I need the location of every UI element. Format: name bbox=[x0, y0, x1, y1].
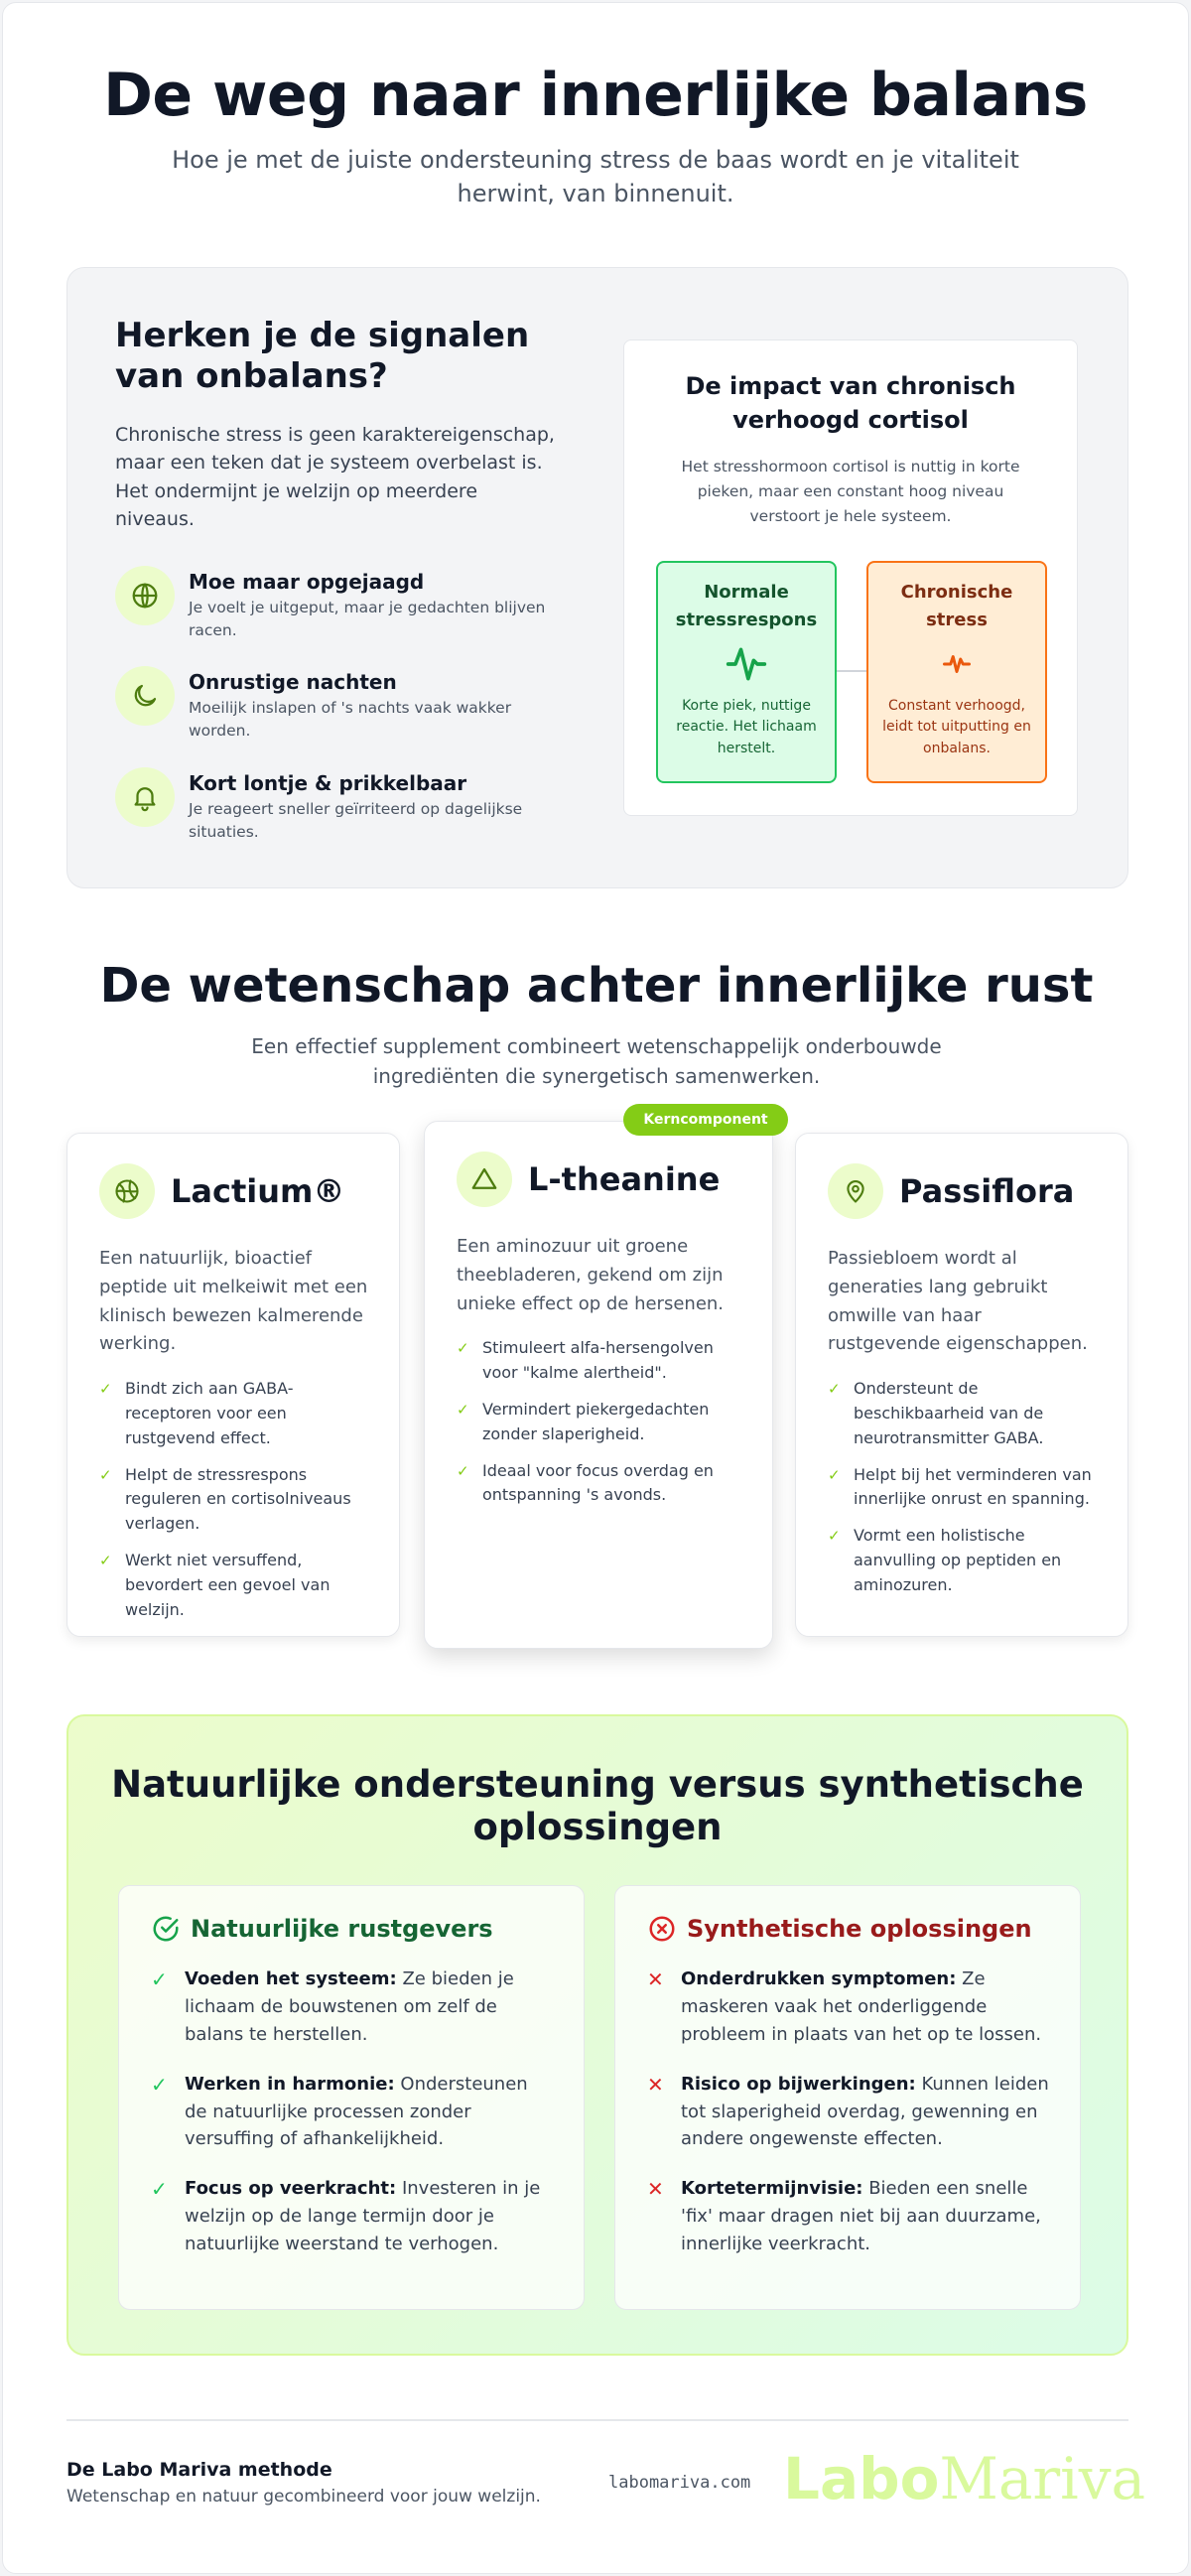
ingredient-points bbox=[828, 1377, 1102, 1597]
footer-subtitle: Wetenschap en natuur gecombineerd voor jouw welzijn. bbox=[66, 2487, 541, 2507]
signal-desc: Moeilijk inslapen of 's nachts vaak wakker worden. bbox=[189, 699, 512, 741]
ingredient-title: Passiflora bbox=[899, 1172, 1075, 1210]
signals-intro: Chronische stress is geen karaktereigenschap, maar een teken dat je systeem overbelast is. Het ondermijnt je welzijn op meerdere niveaus. bbox=[115, 423, 555, 531]
ingredient-points bbox=[99, 1377, 373, 1622]
normal-stress-title: Normale stressrespons bbox=[675, 582, 818, 630]
moon-icon bbox=[115, 666, 175, 726]
check-icon: ✓ bbox=[457, 1461, 469, 1480]
list-item: ✕ Kortetermijnvisie: Bieden een snelle 'fix' maar dragen niet bij aan duurzame, innerlijke veerkracht. bbox=[647, 2175, 1050, 2258]
list-item: ✕ Onderdrukken symptomen: Ze maskeren vaak het onderliggende probleem in plaats van het op te lossen. bbox=[647, 1966, 1050, 2049]
bell-icon bbox=[115, 767, 175, 827]
signals-section bbox=[66, 267, 1128, 888]
cortisol-title: De impact van chronisch verhoogd cortisol bbox=[685, 372, 1016, 434]
list-item: ✓ Stimuleert alfa-hersengolven voor "kalme alertheid". bbox=[457, 1336, 746, 1386]
synthetic-column bbox=[614, 1885, 1081, 2310]
signals-list bbox=[115, 570, 562, 845]
check-icon: ✓ bbox=[99, 1380, 112, 1399]
check-icon: ✓ bbox=[151, 2072, 168, 2097]
signal-item bbox=[115, 771, 562, 845]
ball-icon bbox=[99, 1163, 155, 1219]
ingredient-desc: Een aminozuur uit groene theebladeren, gekend om zijn unieke effect op de hersenen. bbox=[457, 1236, 725, 1314]
check-icon: ✓ bbox=[99, 1551, 112, 1569]
list-item: ✓ Focus op veerkracht: Investeren in je welzijn op de lange termijn door je natuurlijke weerstand te verhogen. bbox=[151, 2175, 554, 2258]
list-item: ✕ Risico op bijwerkingen: Kunnen leiden tot slaperigheid overdag, gewenning en andere ongewenste effecten. bbox=[647, 2071, 1050, 2154]
signals-left bbox=[115, 316, 562, 872]
x-icon: ✕ bbox=[647, 1967, 664, 1991]
cortisol-card bbox=[623, 339, 1078, 816]
check-icon: ✓ bbox=[828, 1527, 841, 1546]
pulse-icon bbox=[878, 636, 1035, 692]
cortisol-comparison bbox=[656, 561, 1047, 783]
check-icon: ✓ bbox=[457, 1339, 469, 1358]
list-item: ✓ Ondersteunt de beschikbaarheid van de neurotransmitter GABA. bbox=[828, 1377, 1102, 1450]
map-pin-icon bbox=[828, 1163, 883, 1219]
comparison-title: Natuurlijke ondersteuning versus synthetische oplossingen bbox=[111, 1763, 1084, 1848]
list-item: ✓ Helpt bij het verminderen van innerlijke onrust en spanning. bbox=[828, 1463, 1102, 1513]
ingredient-points bbox=[457, 1336, 746, 1508]
normal-stress-box bbox=[656, 561, 837, 783]
check-icon: ✓ bbox=[151, 2177, 168, 2202]
comparison-section bbox=[66, 1714, 1128, 2356]
signal-desc: Je voelt je uitgeput, maar je gedachten blijven racen. bbox=[189, 598, 546, 639]
brand-logo bbox=[783, 2445, 1145, 2512]
list-item: ✓ Bindt zich aan GABA-receptoren voor een rustgevend effect. bbox=[99, 1377, 373, 1450]
science-subtitle: Een effectief supplement combineert wetenschappelijk onderbouwde ingrediënten die synergetisch samenwerken. bbox=[251, 1034, 942, 1088]
list-item: ✓ Werkt niet versuffend, bevordert een gevoel van welzijn. bbox=[99, 1549, 373, 1622]
signals-title: Herken je de signalen van onbalans? bbox=[115, 316, 530, 396]
ingredient-desc: Een natuurlijk, bioactief peptide uit melkeiwit met een klinisch bewezen kalmerende werking. bbox=[99, 1248, 368, 1355]
page-subtitle: Hoe je met de juiste ondersteuning stress de baas wordt en je vitaliteit herwint, van binnenuit. bbox=[172, 146, 1019, 207]
chronic-stress-desc: Constant verhoogd, leidt tot uitputting en onbalans. bbox=[882, 697, 1031, 757]
footer-divider bbox=[66, 2419, 1128, 2421]
hero bbox=[3, 3, 1188, 210]
footer-info bbox=[66, 2459, 541, 2507]
list-item: ✓ Vormt een holistische aanvulling op peptiden en aminozuren. bbox=[828, 1524, 1102, 1597]
signal-item bbox=[115, 670, 562, 744]
natural-column bbox=[118, 1885, 585, 2310]
natural-title: Natuurlijke rustgevers bbox=[191, 1915, 493, 1943]
synthetic-title: Synthetische oplossingen bbox=[687, 1915, 1032, 1943]
list-item: ✓ Vermindert piekergedachten zonder slaperigheid. bbox=[457, 1398, 746, 1447]
ingredient-card-l-theanine bbox=[424, 1112, 773, 1649]
check-icon: ✓ bbox=[457, 1400, 469, 1419]
check-icon: ✓ bbox=[99, 1465, 112, 1484]
chronic-stress-box bbox=[866, 561, 1047, 783]
signal-desc: Je reageert sneller geïrriteerd op dagelijkse situaties. bbox=[189, 799, 523, 841]
check-icon: ✓ bbox=[828, 1465, 841, 1484]
logo-part-1: Labo bbox=[783, 2445, 940, 2512]
page-title: De weg naar innerlijke balans bbox=[103, 61, 1088, 130]
list-item: ✓ Ideaal voor focus overdag en ontspanning 's avonds. bbox=[457, 1459, 746, 1509]
list-item: ✓ Voeden het systeem: Ze bieden je lichaam de bouwstenen om zelf de balans te herstellen. bbox=[151, 1966, 554, 2049]
check-icon: ✓ bbox=[828, 1380, 841, 1399]
list-item: ✓ Werken in harmonie: Ondersteunen de natuurlijke processen zonder versuffing of afhankelijkheid. bbox=[151, 2071, 554, 2154]
signal-title: Onrustige nachten bbox=[189, 670, 397, 695]
signal-title: Kort lontje & prikkelbaar bbox=[189, 770, 467, 795]
signal-item bbox=[115, 570, 562, 643]
check-circle-icon bbox=[151, 1914, 181, 1944]
connector-line bbox=[835, 670, 868, 672]
ingredient-card-lactium bbox=[66, 1133, 400, 1637]
normal-stress-desc: Korte piek, nuttige reactie. Het lichaam herstelt. bbox=[676, 697, 817, 757]
triangle-icon bbox=[457, 1152, 512, 1207]
page bbox=[2, 2, 1189, 2574]
cortisol-desc: Het stresshormoon cortisol is nuttig in korte pieken, maar een constant hoog niveau verstoort je hele systeem. bbox=[681, 458, 1020, 525]
logo-part-2: Mariva bbox=[939, 2445, 1146, 2512]
ingredient-desc: Passiebloem wordt al generaties lang gebruikt omwille van haar rustgevende eigenschappen. bbox=[828, 1248, 1088, 1355]
ingredient-title: Lactium® bbox=[171, 1172, 345, 1210]
list-item: ✓ Helpt de stressrespons reguleren en cortisolniveaus verlagen. bbox=[99, 1463, 373, 1537]
pulse-icon bbox=[668, 636, 825, 692]
science-header bbox=[3, 958, 1189, 1091]
x-icon: ✕ bbox=[647, 2177, 664, 2202]
footer-title: De Labo Mariva methode bbox=[66, 2459, 332, 2481]
chronic-stress-title: Chronische stress bbox=[900, 582, 1013, 630]
x-circle-icon bbox=[647, 1914, 677, 1944]
globe-icon bbox=[115, 566, 175, 625]
ingredient-card-passiflora bbox=[795, 1133, 1128, 1637]
footer-url-link[interactable]: labomariva.com bbox=[608, 2473, 751, 2493]
ingredient-title: L-theanine bbox=[528, 1160, 721, 1198]
x-icon: ✕ bbox=[647, 2072, 664, 2097]
core-component-badge: Kerncomponent bbox=[623, 1104, 788, 1136]
signal-title: Moe maar opgejaagd bbox=[189, 569, 425, 594]
science-title: De wetenschap achter innerlijke rust bbox=[99, 958, 1094, 1014]
check-icon: ✓ bbox=[151, 1967, 168, 1991]
